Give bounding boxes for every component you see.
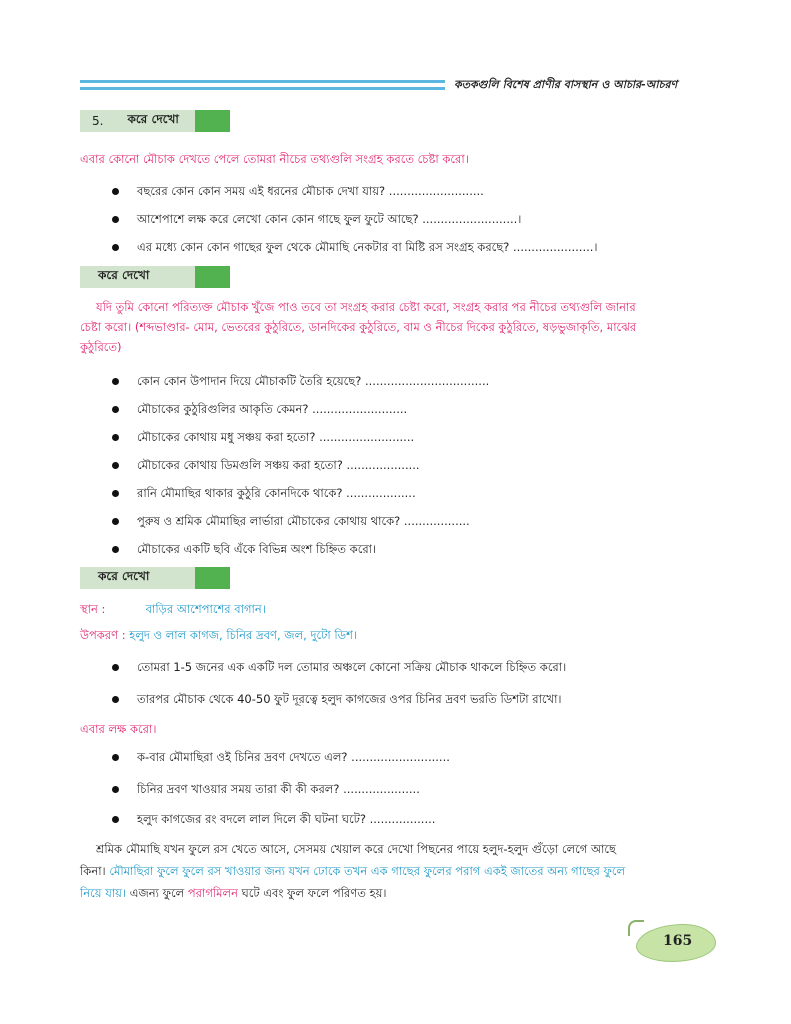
list-item: বছরের কোন কোন সময় এই ধরনের মৌচাক দেখা যায়? .......................... bbox=[112, 182, 722, 200]
closing-line1: শ্রমিক মৌমাছি যখন ফুলে রস খেতে আসে, সেসময় খেয়াল করে দেখো পিছনের পায়ে হলুদ-হলুদ গুঁড়ো লেগে আছে bbox=[96, 842, 616, 856]
page-number: 165 bbox=[663, 933, 693, 949]
place-row bbox=[80, 600, 720, 618]
header-rule bbox=[80, 80, 445, 90]
list-item: আশেপাশে লক্ষ করে লেখো কোন কোন গাছে ফুল ফুটে আছে? ..........................। bbox=[112, 210, 722, 228]
bullet-icon bbox=[112, 786, 119, 793]
list-item: কোন কোন উপাদান দিয়ে মৌচাকটি তৈরি হয়েছে? .................................. bbox=[112, 372, 722, 390]
bullet-icon bbox=[112, 406, 119, 413]
list-item: এর মধ্যে কোন কোন গাছের ফুল থেকে মৌমাছি নেকটার বা মিষ্টি রস সংগ্রহ করছে? ......................। bbox=[112, 238, 722, 256]
list-item: মৌচাকের একটি ছবি এঁকে বিভিন্ন অংশ চিহ্নিত করো। bbox=[112, 540, 722, 558]
bullet-icon bbox=[112, 490, 119, 497]
list-item: মৌচাকের কোথায় মধু সঞ্চয় করা হতো? .......................... bbox=[112, 428, 722, 446]
section-tag-label: করে দেখো bbox=[98, 268, 150, 282]
bullet-icon bbox=[112, 546, 119, 553]
bullet-icon bbox=[112, 434, 119, 441]
section2-intro-line3: কুঠুরিতে) bbox=[80, 340, 122, 354]
bullet-icon bbox=[112, 188, 119, 195]
bullet-icon bbox=[112, 378, 119, 385]
section2-intro-line2: চেষ্টা করো। (শব্দভাণ্ডার- মোম, ভেতরের কুঠুরিতে, ডানদিকের কুঠুরিতে, বাম ও নীচের দিকের কুঠুরিতে, ষড়ভুজাকৃতি, মাঝের bbox=[80, 320, 637, 334]
section-number: 5. bbox=[92, 114, 104, 128]
list-item: চিনির দ্রবণ খাওয়ার সময় তারা কী কী করল? ..................... bbox=[112, 780, 722, 798]
section2-intro-line1: যদি তুমি কোনো পরিত্যক্ত মৌচাক খুঁজে পাও তবে তা সংগ্রহ করার চেষ্টা করো, সংগ্রহ করার পর নীচের তথ্যগুলি জানার bbox=[96, 300, 636, 314]
place-label: স্থান : bbox=[80, 602, 106, 616]
bullet-icon bbox=[112, 664, 119, 671]
materials-label: উপকরণ : bbox=[80, 628, 126, 642]
section-tag-1 bbox=[80, 110, 230, 132]
bullet-icon bbox=[112, 696, 119, 703]
list-item: ক-বার মৌমাছিরা ওই চিনির দ্রবণ দেখতে এল? ........................... bbox=[112, 748, 722, 766]
list-item: তোমরা 1-5 জনের এক একটি দল তোমার অঞ্চলে কোনো সক্রিয় মৌচাক থাকলে চিহ্নিত করো। bbox=[112, 658, 722, 676]
list-item: হলুদ কাগজের রং বদলে লাল দিলে কী ঘটনা ঘটে? .................. bbox=[112, 810, 722, 828]
bullet-icon bbox=[112, 244, 119, 251]
list-item: মৌচাকের কুঠুরিগুলির আকৃতি কেমন? .......................... bbox=[112, 400, 722, 418]
running-head: কতকগুলি বিশেষ প্রাণীর বাসস্থান ও আচার-আচরণ bbox=[454, 78, 678, 91]
section-tag-label: করে দেখো bbox=[98, 569, 150, 583]
bullet-icon bbox=[112, 518, 119, 525]
place-value: বাড়ির আশেপাশের বাগান। bbox=[145, 602, 266, 616]
list-item: পুরুষ ও শ্রমিক মৌমাছির লার্ভারা মৌচাকের কোথায় থাকে? .................. bbox=[112, 512, 722, 530]
materials-row bbox=[80, 626, 720, 644]
closing-line2: কিনা। মৌমাছিরা ফুলে ফুলে রস খাওয়ার জন্য যখন ঢোকে তখন এক গাছের ফুলের পরাগ একই জাতের অন্য গাছের ফুলে bbox=[80, 864, 626, 878]
section-tag-2 bbox=[80, 266, 230, 288]
list-item: তারপর মৌচাক থেকে 40-50 ফুট দূরত্বে হলুদ কাগজের ওপর চিনির দ্রবণ ভরতি ডিশটা রাখো। bbox=[112, 690, 722, 708]
list-item: মৌচাকের কোথায় ডিমগুলি সঞ্চয় করা হতো? .................... bbox=[112, 456, 722, 474]
materials-value: হলুদ ও লাল কাগজ, চিনির দ্রবণ, জল, দুটো ডিশ। bbox=[129, 628, 358, 642]
list-item: রানি মৌমাছির থাকার কুঠুরি কোনদিকে থাকে? ................... bbox=[112, 484, 722, 502]
closing-line3: নিয়ে যায়। এজন্য ফুলে পরাগমিলন ঘটে এবং ফুল ফলে পরিণত হয়। bbox=[80, 886, 387, 900]
section-tag-3 bbox=[80, 567, 230, 589]
section1-intro: এবার কোনো মৌচাক দেখতে পেলে তোমরা নীচের তথ্যগুলি সংগ্রহ করতে চেষ্টা করো। bbox=[80, 152, 469, 166]
bullet-icon bbox=[112, 462, 119, 469]
bullet-icon bbox=[112, 216, 119, 223]
section-tag-label: করে দেখো bbox=[127, 112, 179, 126]
bullet-icon bbox=[112, 754, 119, 761]
observe-label: এবার লক্ষ করো। bbox=[80, 722, 157, 736]
bullet-icon bbox=[112, 816, 119, 823]
leaf-stem-icon bbox=[628, 920, 644, 936]
